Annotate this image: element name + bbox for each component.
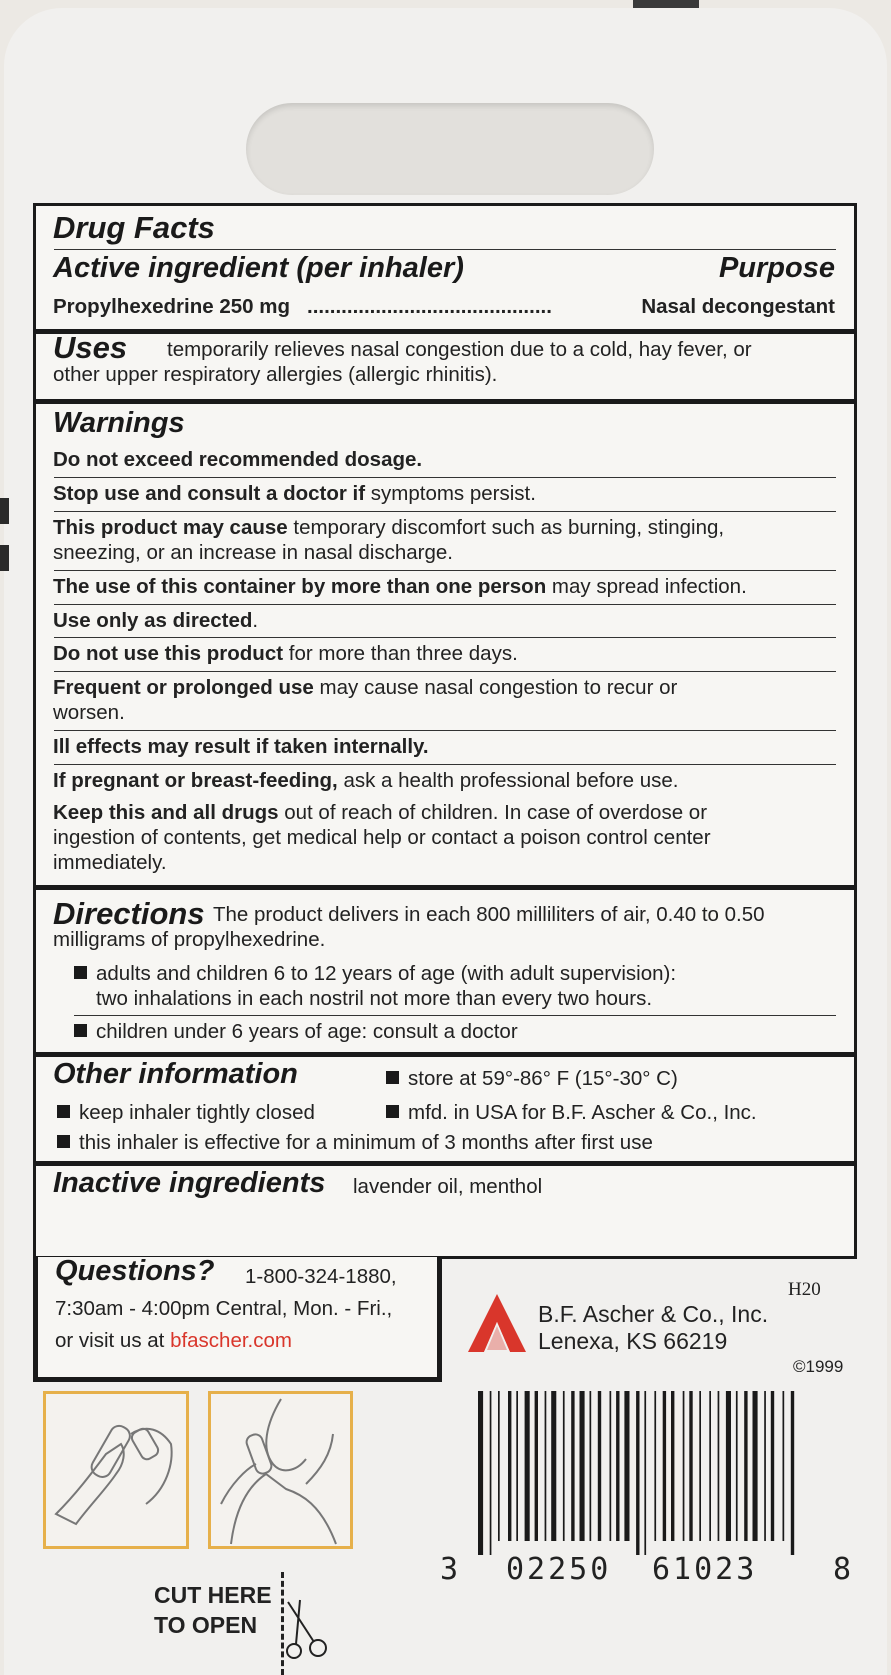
bullet-icon xyxy=(386,1071,399,1084)
inactive-heading: Inactive ingredients xyxy=(53,1167,326,1199)
barcode-bar xyxy=(535,1391,538,1541)
uses-heading: Uses xyxy=(53,330,128,365)
ascher-logo-icon xyxy=(466,1292,528,1354)
warning-item: If pregnant or breast-feeding, ask a health professional before use. xyxy=(53,769,679,792)
upc-barcode xyxy=(472,1391,822,1555)
warning-item: Keep this and all drugs out of reach of children. In case of overdose or xyxy=(53,801,708,824)
barcode-bar xyxy=(498,1391,500,1541)
hang-hole xyxy=(246,103,654,195)
divider xyxy=(54,570,836,571)
divider xyxy=(54,671,836,672)
inactive-section xyxy=(36,1166,854,1259)
uses-section xyxy=(36,330,854,404)
barcode-bar xyxy=(551,1391,556,1541)
barcode-bar xyxy=(744,1391,747,1541)
top-edge-strip xyxy=(633,0,699,8)
barcode-bar xyxy=(525,1391,530,1541)
active-ingredient-heading: Active ingredient (per inhaler) xyxy=(53,252,464,284)
bullet-icon xyxy=(74,966,87,979)
scissors-icon xyxy=(284,1598,332,1660)
barcode-bar xyxy=(610,1391,612,1541)
warnings-heading: Warnings xyxy=(53,407,185,439)
bullet-icon xyxy=(74,1024,87,1037)
barcode-bar xyxy=(699,1391,701,1541)
inactive-text: lavender oil, menthol xyxy=(353,1175,543,1198)
directions-text: two inhalations in each nostril not more than every two hours. xyxy=(96,987,653,1010)
divider xyxy=(54,511,836,512)
warning-item: sneezing, or an increase in nasal discharge. xyxy=(53,541,453,564)
warning-item: worsen. xyxy=(53,701,125,724)
bullet-icon xyxy=(386,1105,399,1118)
divider xyxy=(54,249,836,250)
cut-here-label: CUT HERE TO OPEN xyxy=(154,1582,272,1638)
copyright: ©1999 xyxy=(793,1357,844,1376)
leader-dots: ........................................... xyxy=(307,295,552,318)
lot-code: H20 xyxy=(788,1279,821,1300)
barcode-bar xyxy=(598,1391,601,1541)
warning-item: The use of this container by more than one person may spread infection. xyxy=(53,575,747,598)
barcode-bar xyxy=(771,1391,774,1541)
barcode-bar xyxy=(644,1391,646,1555)
purpose-heading: Purpose xyxy=(718,252,835,284)
divider xyxy=(54,764,836,765)
uses-text: temporarily relieves nasal congestion due to a cold, hay fever, or xyxy=(167,338,752,361)
directions-text: The product delivers in each 800 milliliters of air, 0.40 to 0.50 xyxy=(213,903,765,926)
barcode-bar xyxy=(709,1391,711,1541)
warning-item: Use only as directed. xyxy=(53,609,259,632)
warning-item: immediately. xyxy=(53,851,167,874)
barcode-bar xyxy=(624,1391,629,1541)
person-inhaling-icon xyxy=(211,1394,350,1546)
website-link[interactable]: bfascher.com xyxy=(170,1329,292,1352)
other-info-item: store at 59°-86° F (15°-30° C) xyxy=(386,1066,678,1091)
directions-section xyxy=(36,890,854,1057)
barcode-bar xyxy=(726,1391,731,1541)
barcode-bar xyxy=(571,1391,574,1541)
directions-text: milligrams of propylhexedrine. xyxy=(53,928,326,951)
questions-hours: 7:30am - 4:00pm Central, Mon. - Fri., xyxy=(55,1297,393,1320)
barcode-bar xyxy=(508,1391,511,1541)
barcode-digit-right: 8 xyxy=(833,1552,852,1587)
warning-item: Ill effects may result if taken internally. xyxy=(53,735,429,758)
warning-item: Stop use and consult a doctor if symptoms persist. xyxy=(53,482,536,505)
questions-phone: 1-800-324-1880, xyxy=(245,1265,397,1288)
barcode-bar xyxy=(580,1391,585,1541)
barcode-bar xyxy=(753,1391,758,1541)
barcode-bar xyxy=(563,1391,565,1541)
hand-uncapping-icon xyxy=(46,1394,186,1546)
barcode-bar xyxy=(616,1391,619,1541)
purpose-value: Nasal decongestant xyxy=(641,295,835,318)
barcode-bar xyxy=(791,1391,794,1555)
directions-bullet: children under 6 years of age: consult a doctor xyxy=(74,1019,518,1044)
barcode-digit-left: 3 xyxy=(440,1552,459,1587)
questions-visit: or visit us at bfascher.com xyxy=(55,1329,292,1352)
bullet-icon xyxy=(57,1105,70,1118)
questions-heading: Questions? xyxy=(55,1255,215,1287)
drug-facts-section xyxy=(36,206,854,334)
barcode-bar xyxy=(590,1391,592,1541)
questions-box xyxy=(33,1257,442,1382)
divider xyxy=(54,604,836,605)
barcode-bar xyxy=(654,1391,656,1541)
divider xyxy=(54,730,836,731)
drug-facts-panel xyxy=(33,203,857,1259)
barcode-digits-group2: 61023 xyxy=(652,1552,758,1587)
company-name: B.F. Ascher & Co., Inc. xyxy=(538,1301,769,1327)
barcode-bar xyxy=(736,1391,738,1541)
barcode-bar xyxy=(478,1391,483,1555)
divider xyxy=(74,1015,836,1016)
barcode-bar xyxy=(490,1391,492,1555)
barcode-digits-group1: 02250 xyxy=(506,1552,612,1587)
other-info-heading: Other information xyxy=(53,1058,298,1090)
warning-item: Do not exceed recommended dosage. xyxy=(53,448,423,471)
edge-mark xyxy=(0,545,9,571)
divider xyxy=(54,637,836,638)
divider xyxy=(54,477,836,478)
barcode-bar xyxy=(663,1391,666,1541)
warning-item: Do not use this product for more than three days. xyxy=(53,642,518,665)
other-info-item: this inhaler is effective for a minimum of 3 months after first use xyxy=(57,1130,653,1155)
other-info-item: keep inhaler tightly closed xyxy=(57,1100,315,1125)
other-info-item: mfd. in USA for B.F. Ascher & Co., Inc. xyxy=(386,1100,757,1125)
illustration-inhale xyxy=(208,1391,353,1549)
warning-item: Frequent or prolonged use may cause nasal congestion to recur or xyxy=(53,676,678,699)
company-city: Lenexa, KS 66219 xyxy=(538,1328,728,1354)
barcode-bar xyxy=(689,1391,692,1541)
warning-item: ingestion of contents, get medical help or contact a poison control center xyxy=(53,826,711,849)
barcode-bar xyxy=(783,1391,785,1541)
barcode-bar xyxy=(636,1391,639,1555)
other-info-section xyxy=(36,1057,854,1166)
barcode-bar xyxy=(516,1391,518,1541)
uses-text: other upper respiratory allergies (allergic rhinitis). xyxy=(53,363,498,386)
warnings-section xyxy=(36,404,854,890)
barcode-bar xyxy=(764,1391,766,1541)
directions-heading: Directions xyxy=(53,896,205,931)
illustration-uncap-inhaler xyxy=(43,1391,189,1549)
barcode-bar xyxy=(671,1391,674,1541)
drug-facts-title: Drug Facts xyxy=(53,210,215,245)
directions-bullet: adults and children 6 to 12 years of age (with adult supervision): xyxy=(74,961,676,986)
warning-item: This product may cause temporary discomfort such as burning, stinging, xyxy=(53,516,725,539)
ingredient-name: Propylhexedrine 250 mg xyxy=(53,295,290,318)
barcode-bar xyxy=(683,1391,685,1541)
edge-mark xyxy=(0,498,9,524)
barcode-bar xyxy=(545,1391,547,1541)
bullet-icon xyxy=(57,1135,70,1148)
barcode-bar xyxy=(718,1391,720,1541)
